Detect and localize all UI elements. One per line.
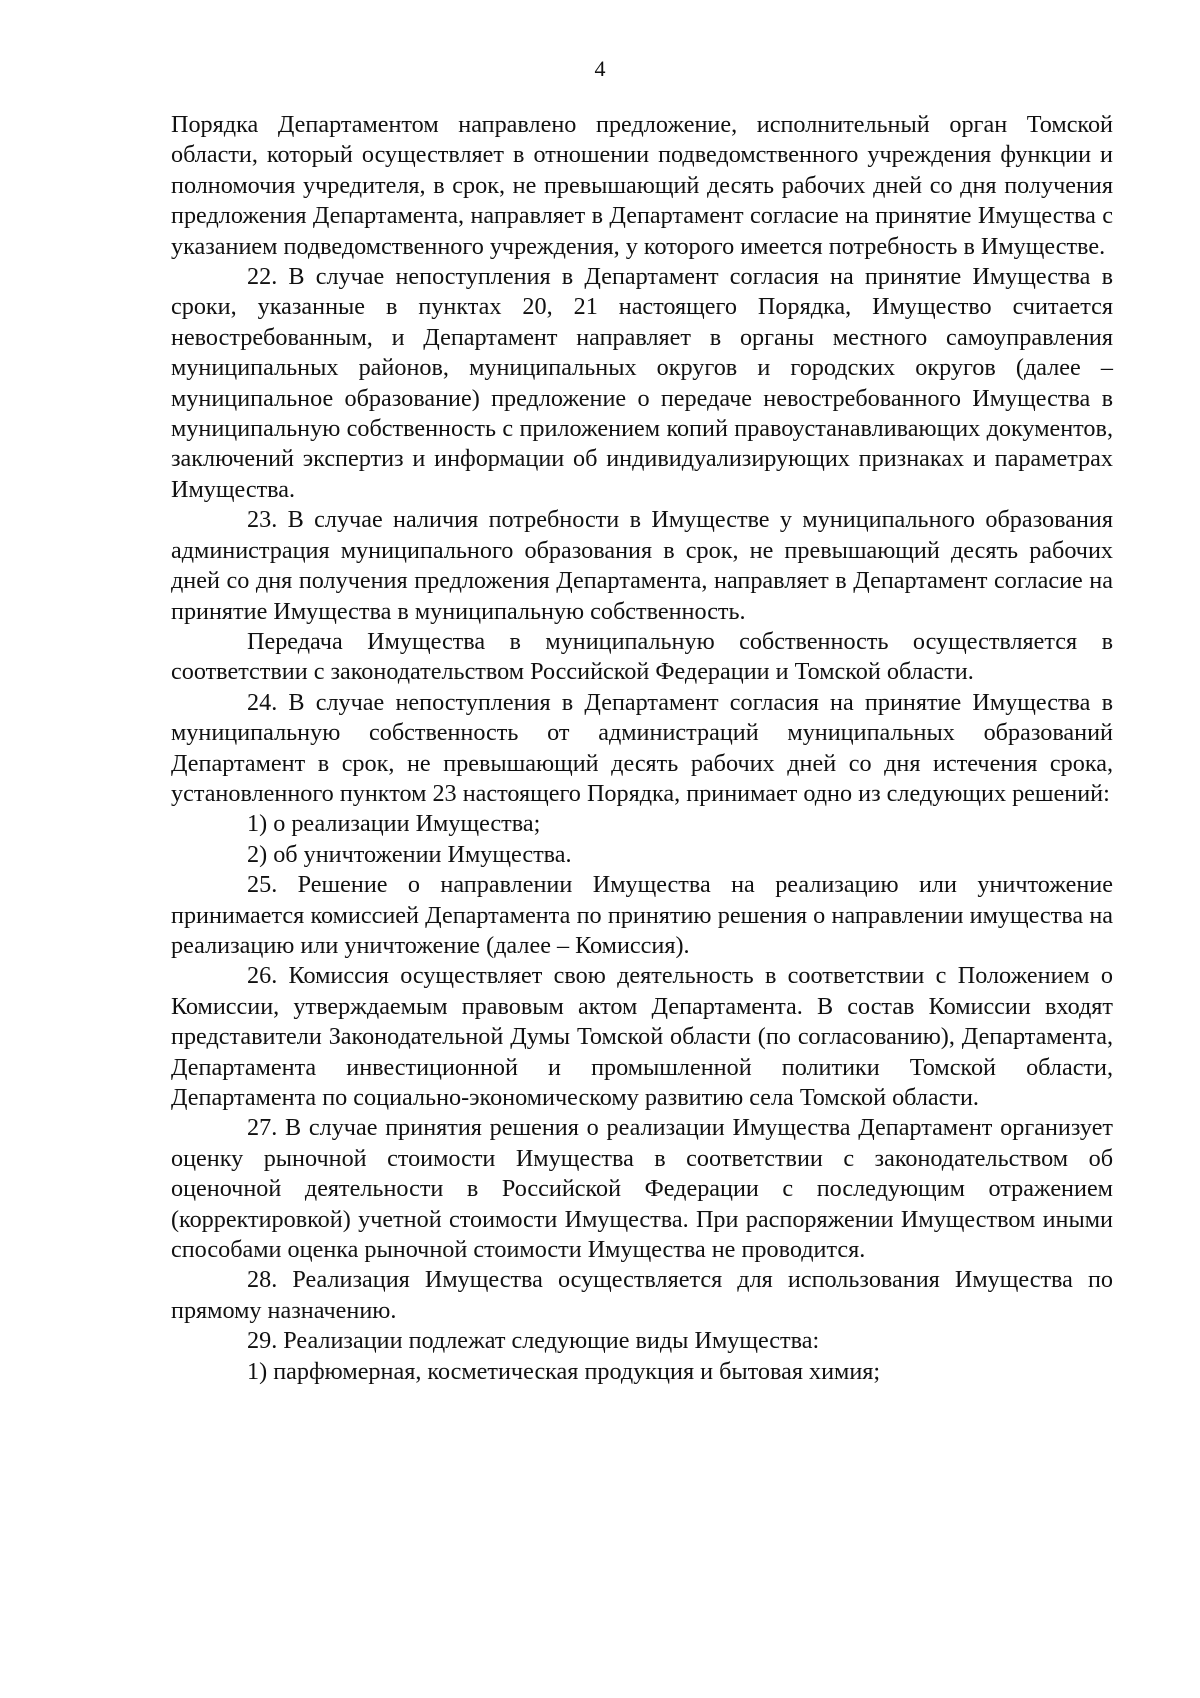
paragraph-25: 25. Решение о направлении Имущества на реализацию или уничтожение принимается комиссией Департамента по принятию решения о направлении имущества на реализацию или уничтожение (далее – Комиссия). <box>171 871 1113 959</box>
paragraph-27: 27. В случае принятия решения о реализации Имущества Департамент организует оценку рыночной стоимости Имущества в соответствии с законодательством об оценочной деятельности в Российской Федерации с последующим отражением (корректировкой) учетной стоимости Имущества. При распоряжении Имуществом иными способами оценка рыночной стоимости Имущества не проводится. <box>171 1114 1113 1264</box>
document-body <box>171 110 1113 1387</box>
paragraph-26: 26. Комиссия осуществляет свою деятельность в соответствии с Положением о Комиссии, утверждаемым правовым актом Департамента. В состав Комиссии входят представители Законодательной Думы Томской области (по согласованию), Департамента, Департамента инвестиционной и промышленной политики Томской области, Департамента по социально-экономическому развитию села Томской области. <box>171 962 1113 1111</box>
paragraph-continuation: Порядка Департаментом направлено предложение, исполнительный орган Томской области, который осуществляет в отношении подведомственного учреждения функции и полномочия учредителя, в срок, не превышающий десять рабочих дней со дня получения предложения Департамента, направляет в Департамент согласие на принятие Имущества с указанием подведомственного учреждения, у которого имеется потребность в Имуществе. <box>171 111 1113 260</box>
paragraph-28: 28. Реализация Имущества осуществляется для использования Имущества по прямому назначению. <box>171 1266 1113 1324</box>
paragraph-23-transfer: Передача Имущества в муниципальную собственность осуществляется в соответствии с законодательством Российской Федерации и Томской области. <box>171 627 1113 686</box>
paragraph-24-item-1: 1) о реализации Имущества; <box>247 810 541 838</box>
paragraph-24-item-2: 2) об уничтожении Имущества. <box>247 840 572 868</box>
paragraph-29: 29. Реализации подлежат следующие виды Имущества: <box>247 1327 820 1355</box>
paragraph-22: 22. В случае непоступления в Департамент согласия на принятие Имущества в сроки, указанные в пунктах 20, 21 настоящего Порядка, Имущество считается невостребованным, и Департамент направляет в органы местного самоуправления муниципальных районов, муниципальных округов и городских округов (далее – муниципальное образование) предложение о передаче невостребованного Имущества в муниципальную собственность с приложением копий правоустанавливающих документов, заключений экспертиз и информации об индивидуализирующих признаках и параметрах Имущества. <box>171 263 1113 503</box>
page-number: 4 <box>594 56 606 81</box>
paragraph-23: 23. В случае наличия потребности в Имуществе у муниципального образования администрация муниципального образования в срок, не превышающий десять рабочих дней со дня получения предложения Департамента, направляет в Департамент согласие на принятие Имущества в муниципальную собственность. <box>171 506 1113 625</box>
paragraph-29-item-1: 1) парфюмерная, косметическая продукция и бытовая химия; <box>247 1357 881 1385</box>
paragraph-24: 24. В случае непоступления в Департамент согласия на принятие Имущества в муниципальную собственность от администраций муниципальных образований Департамент в срок, не превышающий десять рабочих дней со дня истечения срока, установленного пунктом 23 настоящего Порядка, принимает одно из следующих решений: <box>171 688 1113 807</box>
